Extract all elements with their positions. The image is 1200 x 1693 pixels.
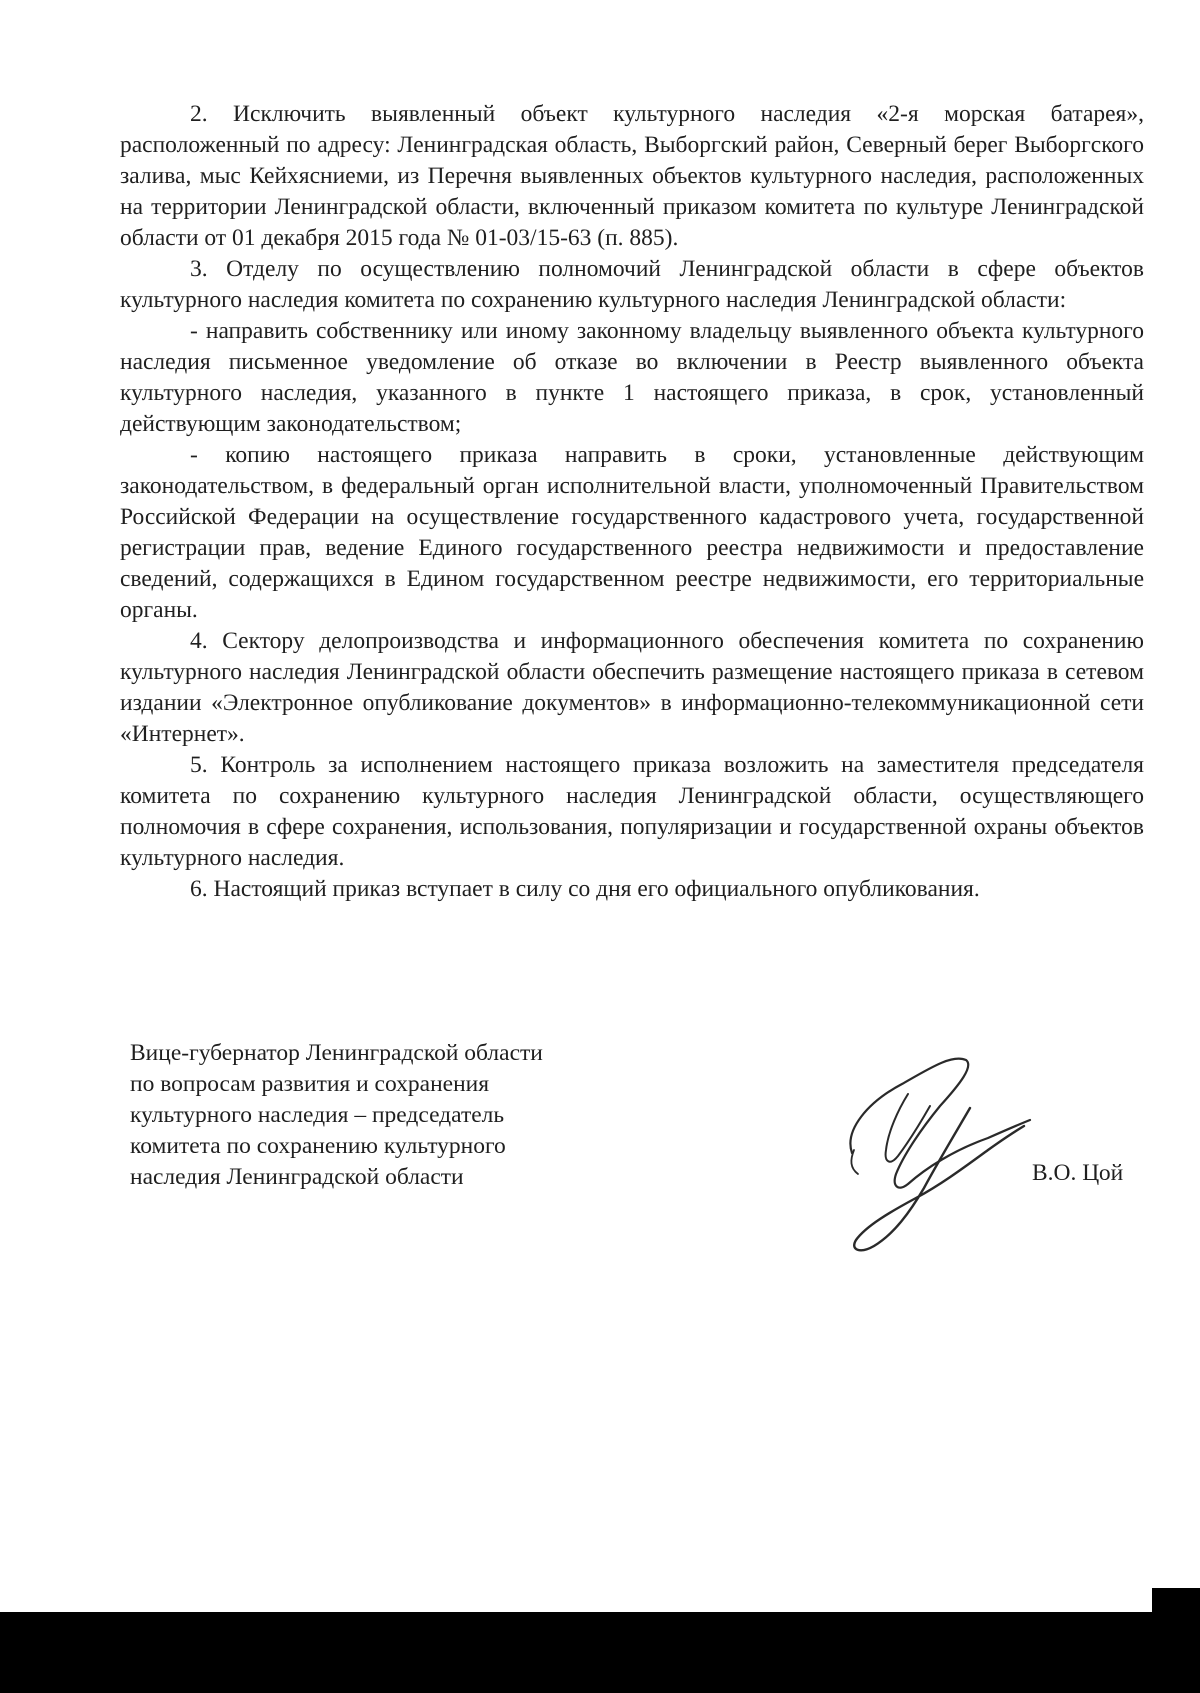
signatory-position-line: наследия Ленинградской области <box>130 1164 464 1190</box>
paragraph-item-5: 5. Контроль за исполнением настоящего приказа возложить на заместителя председателя комитета по сохранению культурного наследия Ленинградской области, осуществляющего полномочия в сфере сохранения, использования, популяризации и государственной охраны объектов культурного наследия. <box>120 752 1144 871</box>
paragraph-item-2: 2. Исключить выявленный объект культурного наследия «2-я морская батарея», расположенный по адресу: Ленинградская область, Выборгский район, Северный берег Выборгского залива, мыс Кейхясниеми, из Перечня выявленных объектов культурного наследия, расположенных на территории Ленинградской области, включенный приказом комитета по культуре Ленинградской области от 01 декабря 2015 года № 01-03/15-63 (п. 885). <box>120 101 1144 251</box>
paragraph-item-4: 4. Сектору делопроизводства и информационного обеспечения комитета по сохранению культурного наследия Ленинградской области обеспечить размещение настоящего приказа в сетевом издании «Электронное опубликование документов» в информационно-телекоммуникационной сети «Интернет». <box>120 628 1144 747</box>
signatory-position <box>130 1038 650 1193</box>
signature-stroke <box>851 1150 858 1174</box>
signature-stroke <box>850 1059 1030 1188</box>
paragraph-item-3: 3. Отделу по осуществлению полномочий Ленинградской области в сфере объектов культурного наследия комитета по сохранению культурного наследия Ленинградской области: <box>120 256 1144 313</box>
document-body <box>120 99 1144 905</box>
scan-border-bottom <box>0 1612 1200 1693</box>
signature-strokes <box>850 1059 1030 1251</box>
signatory-position-line: комитета по сохранению культурного <box>130 1133 506 1159</box>
signatory-position-line: по вопросам развития и сохранения <box>130 1071 490 1097</box>
paragraph-item-3-subitem-2: - копию настоящего приказа направить в сроки, установленные действующим законодательством, в федеральный орган исполнительной власти, уполномоченный Правительством Российской Федерации на осуществление государственного кадастрового учета, государственной регистрации прав, ведение Единого государственного реестра недвижимости и предоставление сведений, содержащихся в Едином государственном реестре недвижимости, его территориальные органы. <box>120 442 1144 623</box>
signatory-name: В.О. Цой <box>1032 1160 1124 1186</box>
signatory-position-line: Вице-губернатор Ленинградской области <box>130 1040 543 1066</box>
signature-stroke <box>854 1108 1024 1250</box>
handwritten-signature <box>838 1050 1058 1270</box>
signatory-position-line: культурного наследия – председатель <box>130 1102 505 1128</box>
paragraph-item-3-subitem-1: - направить собственнику или иному законному владельцу выявленного объекта культурного наследия письменное уведомление об отказе во включении в Реестр выявленного объекта культурного наследия, указанного в пункте 1 настоящего приказа, в срок, установленный действующим законодательством; <box>120 318 1144 437</box>
paragraph-item-6: 6. Настоящий приказ вступает в силу со дня его официального опубликования. <box>190 876 980 902</box>
scan-border-edge <box>1152 1588 1200 1612</box>
